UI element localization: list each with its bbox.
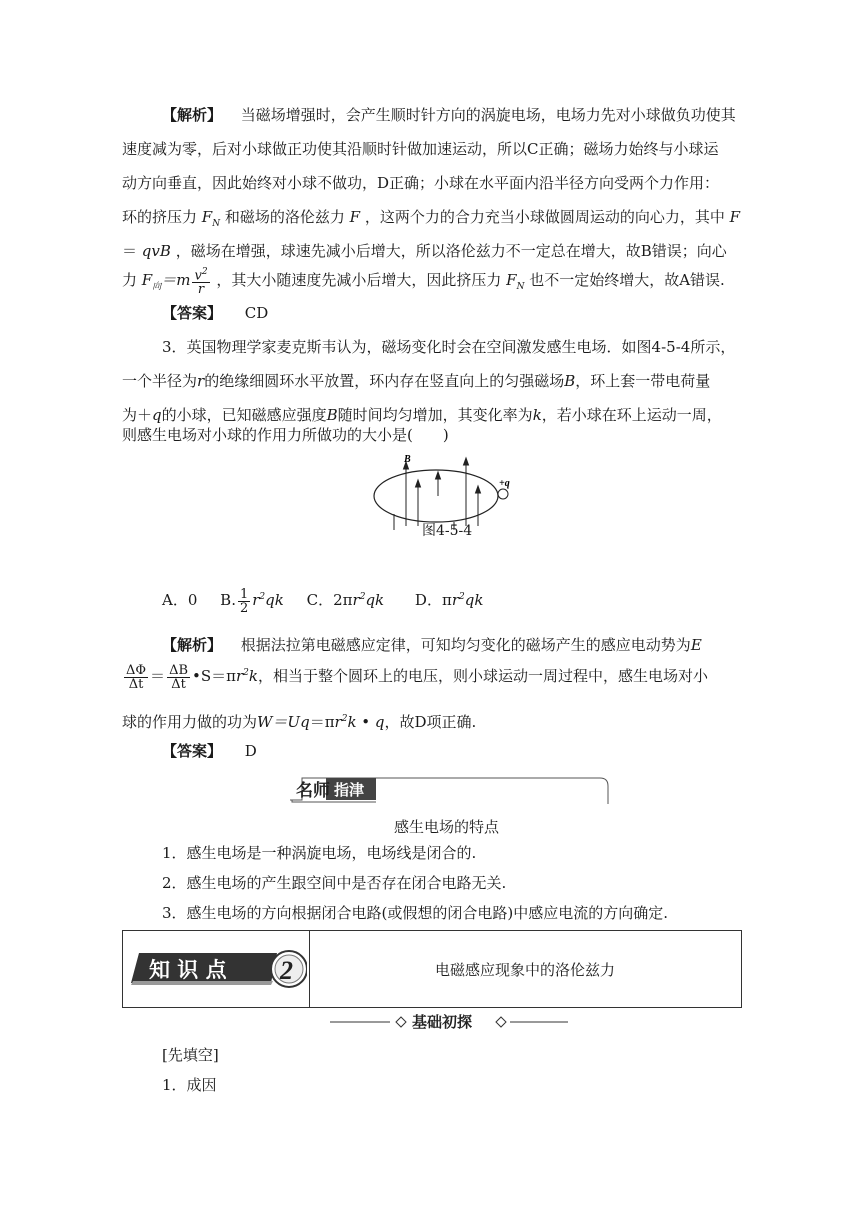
analysis-text: ＝ bbox=[122, 242, 138, 260]
question-line-1: 3．英国物理学家麦克斯韦认为，磁场变化时会在空间激发感生电场．如图4-5-4所示， bbox=[162, 338, 736, 356]
analysis-text: 也不一定始终增大，故A错误. bbox=[529, 271, 725, 290]
option-a: A．0 bbox=[162, 591, 198, 609]
formula-qvb: qvB bbox=[141, 242, 171, 260]
analysis-text: 当磁场增强时，会产生顺时针方向的涡旋电场，电场力先对小球做负功使其 bbox=[240, 106, 736, 124]
analysis-text: 球的作用力做的功为 bbox=[122, 713, 258, 731]
option-d: D．$\pi r^2qk$ bbox=[414, 591, 484, 609]
question-text: ，若小球在环上运动一周， bbox=[541, 406, 722, 424]
analysis-paragraph-line-6 bbox=[122, 266, 725, 298]
formula-fraction: $\frac{1}{2}$ bbox=[239, 586, 249, 616]
answer-value: D bbox=[244, 742, 257, 760]
formula-r2kq: $r^2k$ • q bbox=[334, 713, 385, 731]
question-line-3 bbox=[122, 404, 722, 426]
answer-line bbox=[122, 302, 268, 324]
question-text: ，环上套一带电荷量 bbox=[575, 372, 711, 390]
symbol-b: B bbox=[564, 372, 576, 390]
question-text: 的小球，已知磁感应强度 bbox=[161, 406, 327, 424]
symbol-k: k bbox=[532, 406, 542, 424]
teacher-tips-header bbox=[290, 774, 610, 804]
symbol-q: q bbox=[152, 406, 162, 424]
knowledge-banner-text: 知 识 点 bbox=[149, 958, 227, 982]
analysis-text: ，这两个力的合力充当小球做圆周运动的向心力，其中 bbox=[364, 208, 725, 226]
formula-centripetal: $F_向=m$ bbox=[141, 271, 191, 293]
analysis-text: ＝ bbox=[150, 667, 166, 685]
analysis-paragraph-line-1 bbox=[122, 104, 736, 126]
options-line bbox=[162, 586, 483, 615]
analysis-text: •S＝π bbox=[192, 667, 236, 685]
analysis-text: ，故D项正确. bbox=[384, 713, 477, 731]
question-text: 为＋ bbox=[122, 406, 153, 424]
teacher-item-2: 2．感生电场的产生跟空间中是否存在闭合电路无关. bbox=[162, 874, 507, 892]
analysis-tag: 【解析】 bbox=[162, 636, 223, 654]
teacher-badge-b: 指津 bbox=[334, 781, 365, 799]
analysis-text: 和磁场的洛伦兹力 bbox=[224, 208, 345, 226]
formula-r2k: $r^2k$ bbox=[236, 667, 258, 685]
analysis-text: ，磁场在增强，球速先减小后增大，所以洛伦兹力不一定总在增大，故B错误；向心 bbox=[175, 242, 727, 260]
formula-fn: $F_N$ bbox=[201, 208, 221, 229]
teacher-item-1: 1．感生电场是一种涡旋电场，电场线是闭合的. bbox=[162, 844, 477, 862]
symbol-e: E bbox=[690, 636, 702, 654]
knowledge-number: 2 bbox=[280, 956, 293, 985]
option-c: C．$2\pi r^2qk$ bbox=[306, 591, 385, 609]
knowledge-banner bbox=[131, 945, 307, 989]
analysis-paragraph-line-5 bbox=[122, 240, 727, 262]
knowledge-title-cell bbox=[309, 931, 741, 1007]
formula-fraction: $\frac{v^2}{r}$ bbox=[194, 267, 208, 298]
option-b-label: B. bbox=[220, 591, 236, 609]
option-b: B. $\frac{1}{2}$ $r^2qk$ bbox=[220, 586, 284, 616]
teacher-item-3: 3．感生电场的方向根据闭合电路(或假想的闭合电路)中感应电流的方向确定. bbox=[162, 904, 669, 922]
option-c-label: C．2π bbox=[306, 591, 353, 609]
analysis-paragraph-line-2: 速度减为零，后对小球做正功使其沿顺时针做加速运动，所以C正确；磁场力始终与小球运 bbox=[122, 140, 719, 158]
basics-title: 基础初探 bbox=[412, 1013, 473, 1031]
symbol-r: r bbox=[197, 372, 205, 390]
analysis-text: ，相当于整个圆环上的电压，则小球运动一周过程中，感生电场对小 bbox=[258, 667, 709, 685]
answer-line bbox=[122, 740, 257, 762]
formula-fn: $F_N$ bbox=[506, 271, 525, 293]
answer-value: CD bbox=[244, 304, 269, 322]
label-q: +q bbox=[499, 478, 510, 489]
analysis-text: ，其大小随速度先减小后增大，因此挤压力 bbox=[216, 271, 502, 290]
analysis-tag: 【解析】 bbox=[162, 106, 223, 124]
analysis-text: 力 bbox=[122, 271, 138, 290]
fill-label: [先填空] bbox=[162, 1046, 219, 1064]
formula-f: F bbox=[729, 208, 741, 226]
question-line-2 bbox=[122, 370, 710, 392]
figure-caption: 图4-5-4 bbox=[422, 523, 473, 539]
analysis-text: 根据法拉第电磁感应定律，可知均匀变化的磁场产生的感应电动势为 bbox=[240, 636, 691, 654]
label-b: B bbox=[404, 454, 411, 465]
basics-section-title bbox=[330, 1010, 570, 1034]
knowledge-title: 电磁感应现象中的洛伦兹力 bbox=[434, 960, 615, 979]
analysis2-line-3 bbox=[122, 708, 476, 733]
symbol-b: B bbox=[326, 406, 338, 424]
formula-fraction: $\frac{\Delta B}{\Delta t}$ bbox=[169, 662, 189, 692]
question-text: 随时间均匀增加，其变化率为 bbox=[337, 406, 533, 424]
formula-fraction: $\frac{\Delta\Phi}{\Delta t}$ bbox=[126, 662, 147, 692]
formula-f: F bbox=[349, 208, 361, 226]
answer-tag: 【答案】 bbox=[162, 742, 223, 760]
option-d-label: D．π bbox=[414, 591, 452, 609]
answer-tag: 【答案】 bbox=[162, 304, 223, 322]
question-text: 一个半径为 bbox=[122, 372, 198, 390]
fill-item-1: 1．成因 bbox=[162, 1076, 217, 1094]
analysis-text: 环的挤压力 bbox=[122, 208, 198, 226]
knowledge-point-box bbox=[122, 930, 742, 1008]
question-text: 的绝缘细圆环水平放置，环内存在竖直向上的匀强磁场 bbox=[204, 372, 565, 390]
question-line-4: 则感生电场对小球的作用力所做功的大小是( ) bbox=[122, 426, 449, 444]
analysis2-line-1 bbox=[122, 634, 702, 656]
formula-w: W＝Uq bbox=[257, 713, 310, 731]
analysis-text: ＝π bbox=[309, 713, 335, 731]
teacher-title: 感生电场的特点 bbox=[394, 818, 500, 836]
teacher-badge-a: 名师 bbox=[296, 781, 330, 801]
analysis-paragraph-line-3: 动方向垂直，因此始终对小球不做功，D正确；小球在水平面内沿半径方向受两个力作用： bbox=[122, 174, 720, 192]
analysis-paragraph-line-4 bbox=[122, 206, 740, 235]
knowledge-banner-cell bbox=[123, 931, 310, 1007]
analysis2-line-2 bbox=[122, 662, 708, 691]
